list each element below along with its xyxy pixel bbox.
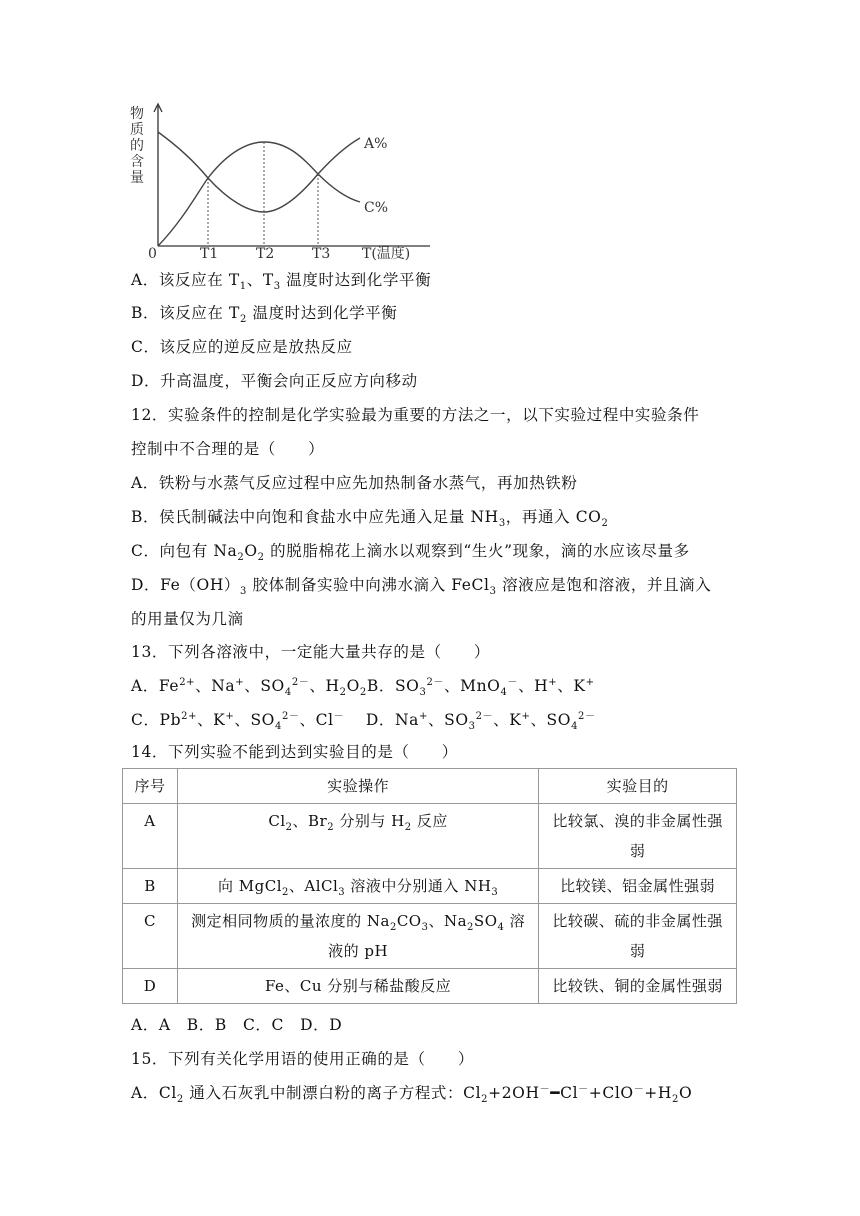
row-operation: $Cl_2$、$Br_2$ 分别与 $H_2$ 反应 [177, 804, 538, 869]
q12-stem-line2: 控制中不合理的是（ ） [131, 440, 325, 458]
row-operation: Fe、Cu 分别与稀盐酸反应 [177, 969, 538, 1004]
header-goal: 实验目的 [539, 769, 737, 804]
q12-option-a: A．铁粉与水蒸气反应过程中应先加热制备水蒸气，再加热铁粉 [131, 474, 578, 492]
t2-label: T2 [256, 246, 275, 262]
content-temperature-figure [128, 100, 434, 262]
x-axis-label: T(温度) [362, 246, 411, 262]
y-axis-label [130, 105, 144, 186]
q11-option-a: A．该反应在 $T_1$、$T_3$ 温度时达到化学平衡 [131, 271, 432, 293]
q12-option-d-line1: D．$Fe(OH)_3$ 胶体制备实验中向沸水滴入 FeCl$_3$ 溶液应是饱和溶液，并且滴入 [131, 576, 712, 598]
curve-c [158, 132, 360, 212]
q13-options-ab: A．$Fe^{2+}$、Na+、$SO_4^{2-}$、$H_2O_2B$．$SO_3^{2-}$、MnO$_4$－、H+、K+ [131, 676, 595, 699]
header-id: 序号 [123, 769, 178, 804]
q13-stem: 13．下列各溶液中，一定能大量共存的是（ ） [131, 643, 491, 661]
q14-header-row [123, 769, 737, 804]
q13-options-cd: C．$Pb^{2+}$、K+、$SO_4^{2-}$、Cl－ D．Na+、$SO_3^{2-}$、K+、$SO_4^{2-}$ [131, 710, 596, 733]
q11-option-b: B．该反应在 $T_2$ 温度时达到化学平衡 [131, 304, 398, 326]
table-row [123, 904, 737, 969]
q15-option-a: A．$Cl_2$ 通入石灰乳中制漂白粉的离子方程式：$Cl_2+2OH^-━Cl^-+ClO^-+H_2O$ [131, 1083, 693, 1106]
table-row [123, 869, 737, 904]
y-axis-label-char: 量 [130, 170, 144, 186]
q14-stem: 14．下列实验不能到达到实验目的是（ ） [131, 743, 458, 761]
curve-c-label: C% [364, 200, 389, 216]
row-id: D [123, 969, 178, 1004]
row-goal: 比较氯、溴的非金属性强 弱 [539, 804, 737, 869]
q12-option-c: C．向包有 $Na_2O_2$ 的脱脂棉花上滴水以观察到“生火”现象，滴的水应该尽量多 [131, 542, 690, 564]
row-id: C [123, 904, 178, 969]
curve-a-label: A% [364, 136, 388, 152]
t1-label: T1 [200, 246, 219, 262]
row-goal: 比较铁、铜的金属性强弱 [539, 969, 737, 1004]
y-axis-label-char: 质 [130, 122, 144, 138]
header-operation: 实验操作 [177, 769, 538, 804]
t3-label: T3 [312, 246, 331, 262]
figure-svg [128, 100, 434, 262]
row-operation: 向 MgCl$_2$、AlCl$_3$ 溶液中分别通入 $NH_3$ [177, 869, 538, 904]
y-axis-label-char: 物 [130, 106, 144, 122]
q14-table [122, 768, 737, 1004]
origin-label: 0 [148, 246, 157, 262]
table-row [123, 969, 737, 1004]
q11-option-d: D．升高温度，平衡会向正反应方向移动 [131, 372, 418, 390]
row-operation: 测定相同物质的量浓度的 $Na_2CO_3$、$Na_2SO_4$ 溶 液的 pH [177, 904, 538, 969]
q11-option-c: C．该反应的逆反应是放热反应 [131, 338, 353, 356]
row-id: A [123, 804, 178, 869]
q15-stem: 15．下列有关化学用语的使用正确的是（ ） [131, 1050, 474, 1068]
y-axis-label-char: 含 [130, 154, 144, 170]
row-goal: 比较镁、铝金属性强弱 [539, 869, 737, 904]
q12-option-d-line2: 的用量仅为几滴 [131, 610, 244, 628]
q14-options: A．A B．B C．C D．D [131, 1016, 343, 1034]
row-goal: 比较碳、硫的非金属性强 弱 [539, 904, 737, 969]
y-axis-label-char: 的 [130, 138, 144, 154]
table-row [123, 804, 737, 869]
q12-stem-line1: 12．实验条件的控制是化学实验最为重要的方法之一，以下实验过程中实验条件 [131, 406, 700, 424]
q12-option-b: B．侯氏制碱法中向饱和食盐水中应先通入足量 $NH_3$，再通入 $CO_2$ [131, 508, 609, 530]
row-id: B [123, 869, 178, 904]
